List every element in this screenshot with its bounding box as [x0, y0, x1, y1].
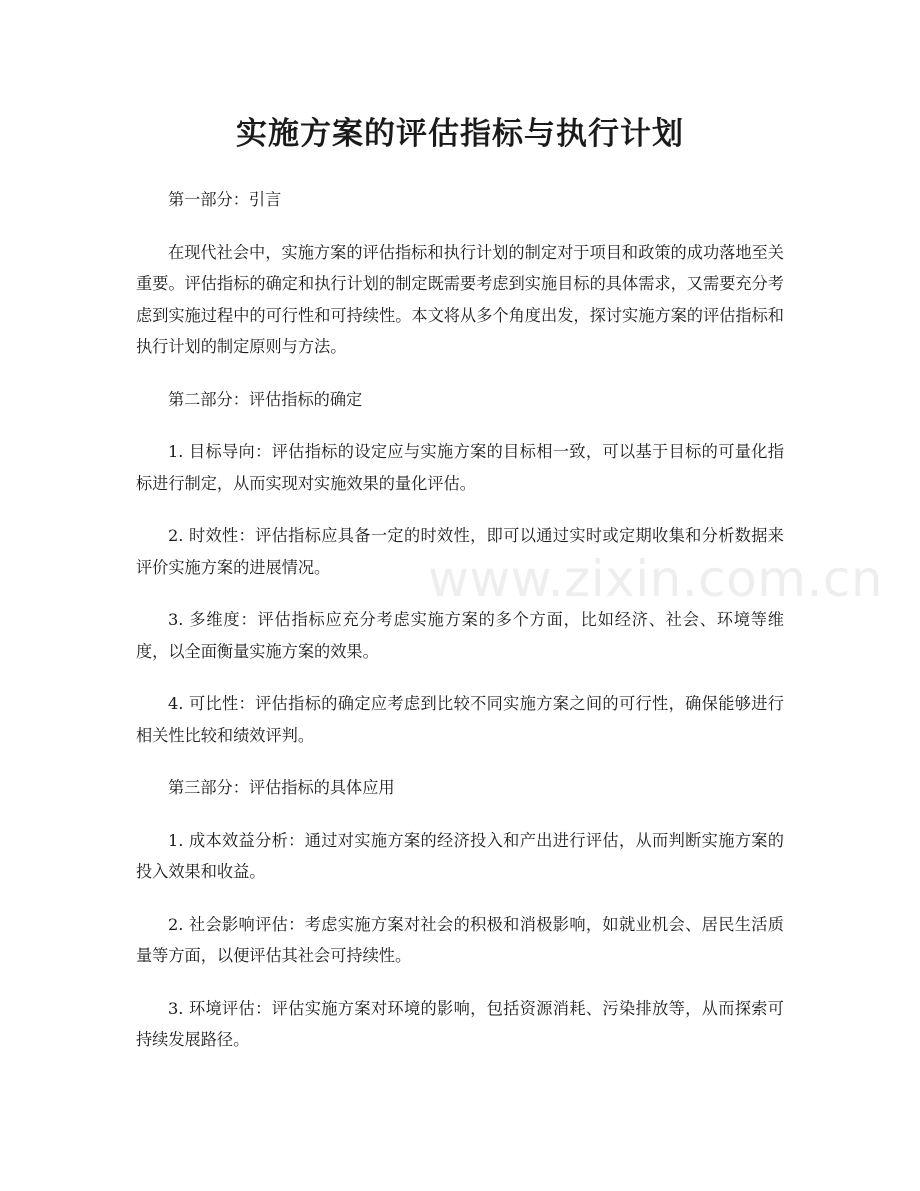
list-item-comparability: 4. 可比性：评估指标的确定应考虑到比较不同实施方案之间的可行性，确保能够进行相关性比较和绩效评判。 — [136, 694, 784, 745]
section-heading-intro: 第一部分：引言 — [168, 190, 282, 209]
document-body — [136, 184, 784, 1077]
watermark: www.zixin.com.cn — [428, 550, 884, 608]
section-heading-application: 第三部分：评估指标的具体应用 — [168, 778, 395, 797]
section-heading-indicators: 第二部分：评估指标的确定 — [168, 389, 363, 409]
list-item-goal-oriented: 1. 目标导向：评估指标的设定应与实施方案的目标相一致，可以基于目标的可量化指标进行制定，从而实现对实施效果的量化评估。 — [136, 442, 784, 493]
list-item-social-impact: 2. 社会影响评估：考虑实施方案对社会的积极和消极影响，如就业机会、居民生活质量等方面，以便评估其社会可持续性。 — [136, 914, 784, 965]
list-item-cost-benefit: 1. 成本效益分析：通过对实施方案的经济投入和产出进行评估，从而判断实施方案的投入效果和收益。 — [136, 830, 784, 881]
list-item-timeliness: 2. 时效性：评估指标应具备一定的时效性，即可以通过实时或定期收集和分析数据来评价实施方案的进展情况。 — [136, 526, 784, 577]
document-title: 实施方案的评估指标与执行计划 — [236, 116, 684, 152]
list-item-multidimensional: 3. 多维度：评估指标应充分考虑实施方案的多个方面，比如经济、社会、环境等维度，以全面衡量实施方案的效果。 — [136, 610, 784, 661]
intro-paragraph: 在现代社会中，实施方案的评估指标和执行计划的制定对于项目和政策的成功落地至关重要。评估指标的确定和执行计划的制定既需要考虑到实施目标的具体需求，又需要充分考虑到实施过程中的可行性和可持续性。本文将从多个角度出发，探讨实施方案的评估指标和执行计划的制定原则与方法。 — [136, 242, 784, 356]
list-item-environment: 3. 环境评估：评估实施方案对环境的影响，包括资源消耗、污染排放等，从而探索可持续发展路径。 — [136, 998, 784, 1049]
